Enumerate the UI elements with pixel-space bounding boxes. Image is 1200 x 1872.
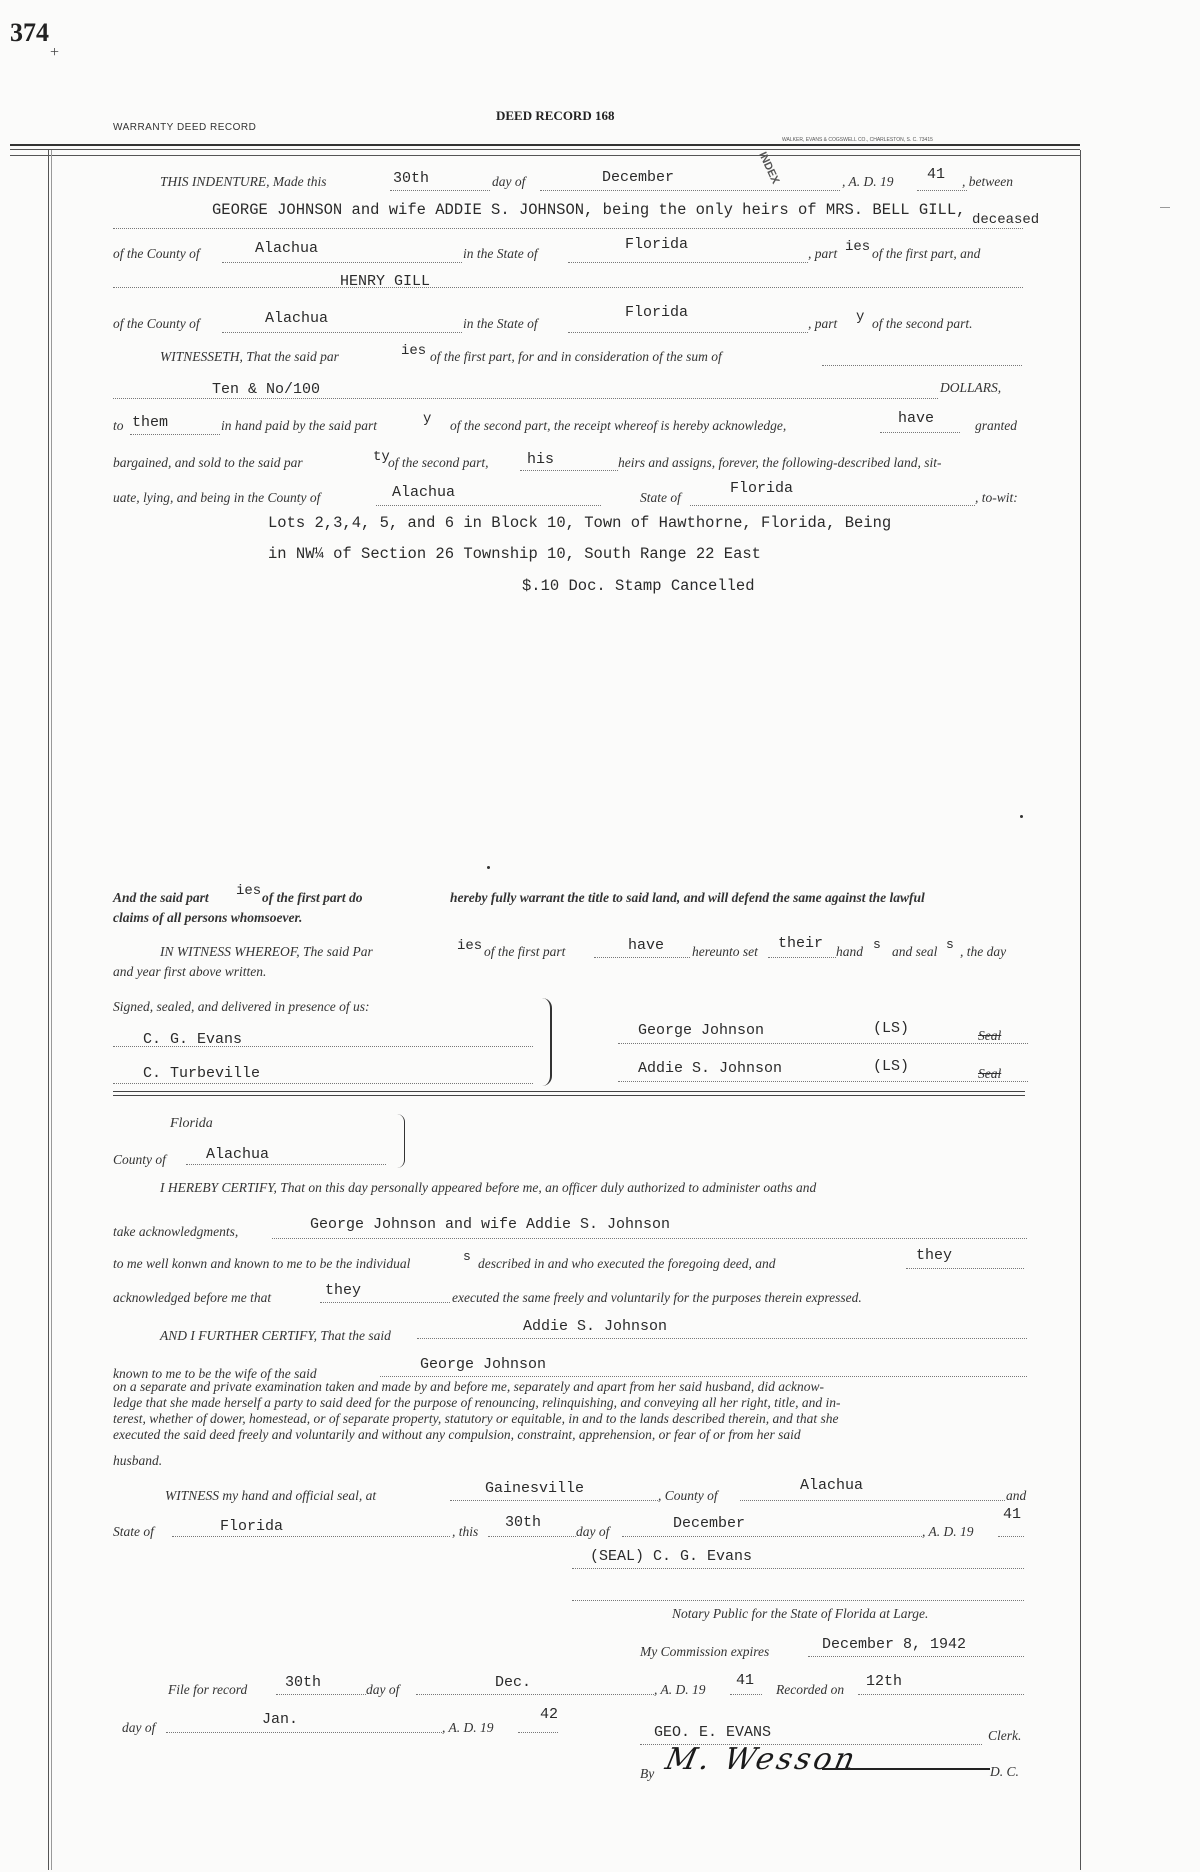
granted-label: granted [975, 418, 1017, 433]
his-value: his [527, 451, 555, 468]
witnesseth-suffix: ies [401, 343, 427, 359]
ack-para-5: husband. [113, 1453, 163, 1468]
ack-day-of: day of [576, 1524, 610, 1539]
bargained-a: bargained, and sold to the said par [113, 455, 303, 470]
in-hand-suffix: y [423, 411, 432, 427]
whereof-seal-s: s [946, 937, 954, 952]
ack-known-wife: known to me to be the wife of the said [113, 1366, 317, 1381]
recorded-ad: , A. D. 19 [442, 1720, 494, 1735]
county-label-1: of the County of [113, 246, 200, 261]
in-hand-a: in hand paid by the said part [221, 418, 377, 433]
whereof-have: have [628, 937, 665, 954]
state-of-label: State of [640, 490, 681, 505]
right-margin-tick [1160, 207, 1170, 208]
ack-para-4: executed the said deed freely and voluntarily and without any compulsion, constraint, apprehension, or fear of or from her said [113, 1427, 801, 1442]
ack-known-suffix: s [463, 1249, 471, 1264]
signed-label: Signed, sealed, and delivered in presence of us: [113, 999, 370, 1014]
ack-state: Florida [170, 1116, 213, 1131]
left-header-title: WARRANTY DEED RECORD [113, 122, 257, 133]
ack-this: , this [452, 1524, 479, 1539]
county-brace [392, 1114, 405, 1168]
file-month: Dec. [495, 1674, 532, 1691]
warranty-line-a: And the said part [113, 890, 209, 905]
warranty-suffix: ies [236, 883, 262, 899]
whereof-line-2: and year first above written. [113, 964, 267, 979]
heirs-label: heirs and assigns, forever, the following-described land, sit- [618, 455, 942, 470]
left-margin-rule-2 [51, 150, 52, 1870]
header-rule-2 [10, 149, 1080, 150]
right-margin-rule [1080, 150, 1081, 1870]
ack-ad: , A. D. 19 [922, 1524, 974, 1539]
file-for-record: File for record [168, 1682, 248, 1697]
grantor-signature-2: Addie S. Johnson [638, 1060, 783, 1077]
state-label-1: in the State of [463, 246, 538, 261]
state-2: Florida [625, 304, 689, 321]
warranty-line-c: hereby fully warrant the title to said land, and will defend the same against the lawful [450, 890, 925, 905]
part-prefix-2: , part [808, 316, 838, 331]
ack-witness-hand: WITNESS my hand and official seal, at [165, 1488, 377, 1503]
ack-county-label: County of [113, 1152, 166, 1167]
recorded-year: 42 [540, 1706, 559, 1723]
whereof-a: IN WITNESS WHEREOF, The said Par [160, 944, 373, 959]
left-margin-rule [48, 150, 49, 1870]
dc-label: D. C. [990, 1764, 1019, 1779]
county-2: Alachua [265, 310, 329, 327]
ack-and: and [1006, 1488, 1027, 1503]
grantor-seal-2: Seal [978, 1066, 1002, 1081]
indenture-day-of: day of [492, 174, 526, 189]
notary-title: Notary Public for the State of Florida at Large. [672, 1606, 929, 1621]
consideration-sum: Ten & No/100 [212, 381, 321, 398]
speck-1 [1020, 815, 1023, 818]
in-hand-b: of the second part, the receipt whereof is hereby acknowledge, [450, 418, 787, 433]
recorded-day: 12th [866, 1673, 903, 1690]
file-day-of: day of [366, 1682, 400, 1697]
first-part-label: of the first part, and [872, 246, 981, 261]
state-label-2: in the State of [463, 316, 538, 331]
party-suffix-2: y [856, 309, 865, 325]
legal-line-1: Lots 2,3,4, 5, and 6 in Block 10, Town of Hawthorne, Florida, Being [268, 514, 892, 532]
ack-day: 30th [505, 1514, 542, 1531]
indenture-ad: , A. D. 19 [842, 174, 894, 189]
deed-record-title: DEED RECORD 168 [496, 108, 615, 123]
clerk-label: Clerk. [988, 1728, 1022, 1743]
ack-they-1: they [916, 1247, 953, 1264]
ack-place: Gainesville [485, 1480, 585, 1497]
recorded-day-of: day of [122, 1720, 156, 1735]
bargained-b: of the second part, [388, 455, 489, 470]
indenture-year: 41 [927, 166, 946, 183]
ack-county-2: Alachua [800, 1477, 864, 1494]
speck-2 [487, 866, 490, 869]
page-number: 374 [10, 18, 49, 47]
whereof-d: hand [836, 944, 863, 959]
notary-signature: (SEAL) C. G. Evans [590, 1548, 753, 1565]
file-day: 30th [285, 1674, 322, 1691]
grantors-deceased: deceased [972, 212, 1040, 228]
to-wit-label: , to-wit: [975, 490, 1018, 505]
commission-date: December 8, 1942 [822, 1636, 967, 1653]
ack-para-2: ledge that she made herself a party to said deed for the purpose of renouncing, relinquishing, and conveying all her right, title, and in- [113, 1395, 841, 1410]
indenture-prefix: THIS INDENTURE, Made this [160, 174, 327, 189]
indenture-day: 30th [393, 170, 430, 187]
signature-rule-1 [113, 1091, 1025, 1092]
county-label-2: of the County of [113, 316, 200, 331]
ack-year: 41 [1003, 1506, 1022, 1523]
witness-1: C. G. Evans [143, 1031, 243, 1048]
have-value: have [898, 410, 935, 427]
file-ad: , A. D. 19 [654, 1682, 706, 1697]
witnesseth-b: of the first part, for and in consideration of the sum of [430, 349, 722, 364]
to-label: to [113, 418, 124, 433]
ack-state-label: State of [113, 1524, 154, 1539]
page-mark: + [50, 44, 60, 61]
ack-they-2: they [325, 1282, 362, 1299]
state-1: Florida [625, 236, 689, 253]
ack-para-3: terest, whether of dower, homestead, or of separate property, statutory or equitable, in and to the lands described therein, and that she [113, 1411, 839, 1426]
whereof-hand-s: s [873, 937, 881, 952]
recorded-on-label: Recorded on [776, 1682, 845, 1697]
deputy-flourish [822, 1768, 990, 1770]
ack-known-a: to me well konwn and known to me to be the individual [113, 1256, 411, 1271]
second-part-label: of the second part. [872, 316, 973, 331]
whereof-b: of the first part [484, 944, 566, 959]
ack-before-label: acknowledged before me that [113, 1290, 272, 1305]
legal-line-2: in NW¼ of Section 26 Township 10, South Range 22 East [268, 545, 761, 563]
grantors-names: GEORGE JOHNSON and wife ADDIE S. JOHNSON, being the only heirs of MRS. BELL GILL, [212, 201, 966, 219]
ack-further: AND I FURTHER CERTIFY, That the said [160, 1328, 391, 1343]
ack-executed: executed the same freely and voluntarily for the purposes therein expressed. [452, 1290, 862, 1305]
bargained-suffix: ty [373, 449, 390, 465]
ack-month: December [673, 1515, 746, 1532]
parties-suffix-1: ies [845, 239, 871, 255]
clerk-name: GEO. E. EVANS [654, 1724, 772, 1741]
whereof-c: hereunto set [692, 944, 758, 959]
ack-county-label-2: , County of [658, 1488, 718, 1503]
indenture-month: December [602, 169, 675, 186]
witness-2: C. Turbeville [143, 1065, 261, 1082]
deputy-clerk-signature: M. Wesson [662, 1742, 861, 1777]
dollars-label: DOLLARS, [940, 380, 1002, 395]
signature-rule-2 [113, 1095, 1025, 1096]
warranty-line-b: of the first part do [262, 890, 363, 905]
recorded-month: Jan. [262, 1711, 299, 1728]
ack-known-b: described in and who executed the foregoing deed, and [478, 1256, 776, 1271]
signature-brace [536, 998, 552, 1086]
ack-take-label: take acknowledgments, [113, 1224, 239, 1239]
ack-certify: I HEREBY CERTIFY, That on this day personally appeared before me, an officer duly authorized to administer oaths and [160, 1180, 817, 1195]
to-value: them [132, 414, 169, 431]
county-1: Alachua [255, 240, 319, 257]
warranty-line-2: claims of all persons whomsoever. [113, 910, 303, 925]
index-stamp: INDEX [756, 150, 782, 186]
ack-para-1: on a separate and private examination taken and made by and before me, separately and apart from her said husband, did acknow- [113, 1379, 825, 1394]
ack-county: Alachua [206, 1146, 270, 1163]
ack-persons: George Johnson and wife Addie S. Johnson [310, 1216, 671, 1233]
grantor-signature-1: George Johnson [638, 1022, 765, 1039]
whereof-suffix: ies [457, 938, 483, 954]
grantee-name: HENRY GILL [340, 273, 431, 290]
printer-imprint: WALKER, EVANS & COGSWELL CO., CHARLESTON, S. C. 73415 [782, 137, 933, 143]
by-label: By [640, 1766, 655, 1781]
header-rule-1 [10, 144, 1080, 146]
whereof-e: and seal [892, 944, 938, 959]
doc-stamp-line: $.10 Doc. Stamp Cancelled [522, 577, 755, 595]
witnesseth-a: WITNESSETH, That the said par [160, 349, 339, 364]
ack-husband: George Johnson [420, 1356, 547, 1373]
grantor-ls-2: (LS) [873, 1058, 910, 1075]
grantor-ls-1: (LS) [873, 1020, 910, 1037]
county-3: Alachua [392, 484, 456, 501]
whereof-f: , the day [960, 944, 1007, 959]
file-year: 41 [736, 1672, 755, 1689]
ack-wife: Addie S. Johnson [523, 1318, 668, 1335]
header-rule-3 [10, 155, 1080, 156]
indenture-between: , between [962, 174, 1013, 189]
ack-state-value: Florida [220, 1518, 284, 1535]
uate-label: uate, lying, and being in the County of [113, 490, 321, 505]
whereof-their: their [778, 935, 824, 952]
part-prefix-1: , part [808, 246, 838, 261]
commission-label: My Commission expires [640, 1644, 770, 1659]
state-3: Florida [730, 480, 794, 497]
grantor-seal-1: Seal [978, 1028, 1002, 1043]
